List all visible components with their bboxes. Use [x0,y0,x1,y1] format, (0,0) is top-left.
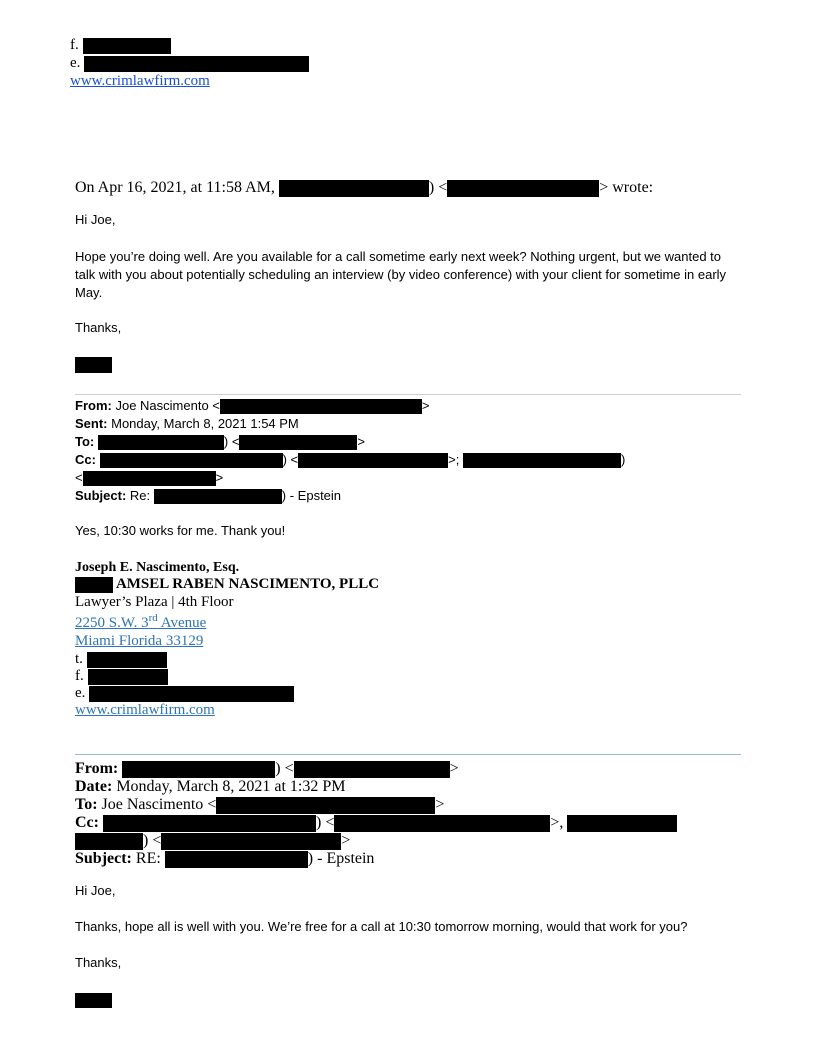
tel-label: t. [75,651,83,667]
subject-suffix: ) - Epstein [281,488,342,503]
header3-subject [75,850,374,868]
redaction-block [154,489,282,504]
message3-body: Thanks, hope all is well with you. We’re free for a call at 10:30 tomorrow morning, would that work for you? [75,919,688,934]
redaction-block [216,797,435,814]
address-street-link[interactable] [75,612,207,631]
top-fax-line [70,37,171,54]
redaction-block [447,180,599,197]
cc-label: Cc: [75,452,96,467]
header2-from [75,397,429,415]
signature-firm-line [75,576,379,593]
redaction-block [122,761,275,778]
to-value: Joe Nascimento < [101,796,217,813]
signature-name: Joseph E. Nascimento, Esq. [75,560,240,575]
redaction-block [220,399,422,414]
street-pre: 2250 S.W. 3 [75,615,149,631]
to-label: To: [75,434,95,449]
quote-intro [75,179,653,197]
website-link[interactable]: www.crimlawfirm.com [70,73,210,89]
bracket: ) < [315,814,335,831]
message3-closing: Thanks, [75,955,122,970]
bracket: > [215,470,224,485]
redaction-block [294,761,450,778]
from-label: From: [75,398,112,413]
bracket: ) < [143,832,162,849]
firm-logo [75,577,113,593]
from-value: Joe Nascimento < [115,398,220,413]
address-city-link[interactable]: Miami Florida 33129 [75,633,204,649]
quote-intro-suffix: > wrote: [599,179,654,196]
subject-label: Subject: [75,488,127,503]
signature-firm: AMSEL RABEN NASCIMENTO, PLLC [115,576,380,592]
header2-to [75,433,365,451]
bracket: > [421,398,430,413]
bracket: ) < [282,452,299,467]
header2-cc [75,451,625,469]
header3-to [75,796,444,814]
cc-label: Cc: [75,814,99,831]
separator: >, [550,814,564,831]
divider [75,394,741,395]
redaction-block [75,833,143,850]
redaction-block [239,435,357,450]
redaction-block [88,669,168,685]
website-link[interactable]: www.crimlawfirm.com [75,702,215,718]
bracket: > [341,832,351,849]
subject-label: Subject: [75,850,132,867]
message2-body: Yes, 10:30 works for me. Thank you! [75,523,286,538]
subject-prefix: RE: [135,850,161,867]
message1-body: Hope you’re doing well. Are you available for a call sometime early next week? Nothing urgent, but we wanted to talk with you about potentially scheduling an interview (by video conference) with your client for sometime in early May. [75,249,727,300]
redaction-block [98,435,224,450]
signature-building: Lawyer’s Plaza | 4th Floor [75,594,234,610]
header3-cc [75,814,677,832]
redaction-block [75,357,112,373]
signature-email-line [75,685,294,702]
header3-cc-continued [75,832,350,850]
header2-cc-continued [75,469,223,487]
quote-intro-mid: ) < [428,179,448,196]
redaction-block [84,56,309,72]
email-label: e. [75,685,86,701]
redaction-block [463,453,621,468]
header2-subject [75,487,341,505]
signature-tel-line [75,651,167,668]
to-label: To: [75,796,98,813]
redaction-block [334,815,550,832]
subject-prefix: Re: [129,488,151,503]
redaction-block [103,815,316,832]
email-label: e. [70,55,81,71]
redaction-block [100,453,283,468]
message1-closing: Thanks, [75,320,122,335]
header3-date [75,778,345,796]
bracket: ) < [223,434,240,449]
fax-label: f. [70,37,79,53]
redaction-block [567,815,677,832]
from-label: From: [75,760,119,777]
redaction-block [298,453,448,468]
separator: >; [448,452,460,467]
date-label: Date: [75,778,113,795]
street-sup: rd [148,612,158,624]
street-post: Avenue [157,615,207,631]
redaction-block [75,993,112,1008]
divider [75,754,741,755]
redaction-block [83,471,216,486]
bracket: ) < [275,760,294,777]
bracket: > [435,796,445,813]
bracket: < [75,470,83,485]
sent-label: Sent: [75,416,108,431]
redaction-block [279,180,429,197]
redaction-block [165,851,308,868]
redaction-block [83,38,171,54]
subject-suffix: ) - Epstein [307,850,375,867]
message3-greeting: Hi Joe, [75,883,116,898]
header2-sent [75,415,299,433]
signature-fax-line [75,668,168,685]
redaction-block [161,833,341,850]
date-value: Monday, March 8, 2021 at 1:32 PM [116,778,346,795]
redaction-block [89,686,294,702]
message1-greeting: Hi Joe, [75,212,116,227]
header3-from [75,760,459,778]
quote-intro-prefix: On Apr 16, 2021, at 11:58 AM, [75,179,275,196]
bracket: > [357,434,366,449]
fax-label: f. [75,668,84,684]
bracket: ) [620,452,626,467]
top-email-line [70,55,309,72]
sent-value: Monday, March 8, 2021 1:54 PM [111,416,299,431]
redaction-block [87,652,167,668]
bracket: > [449,760,459,777]
